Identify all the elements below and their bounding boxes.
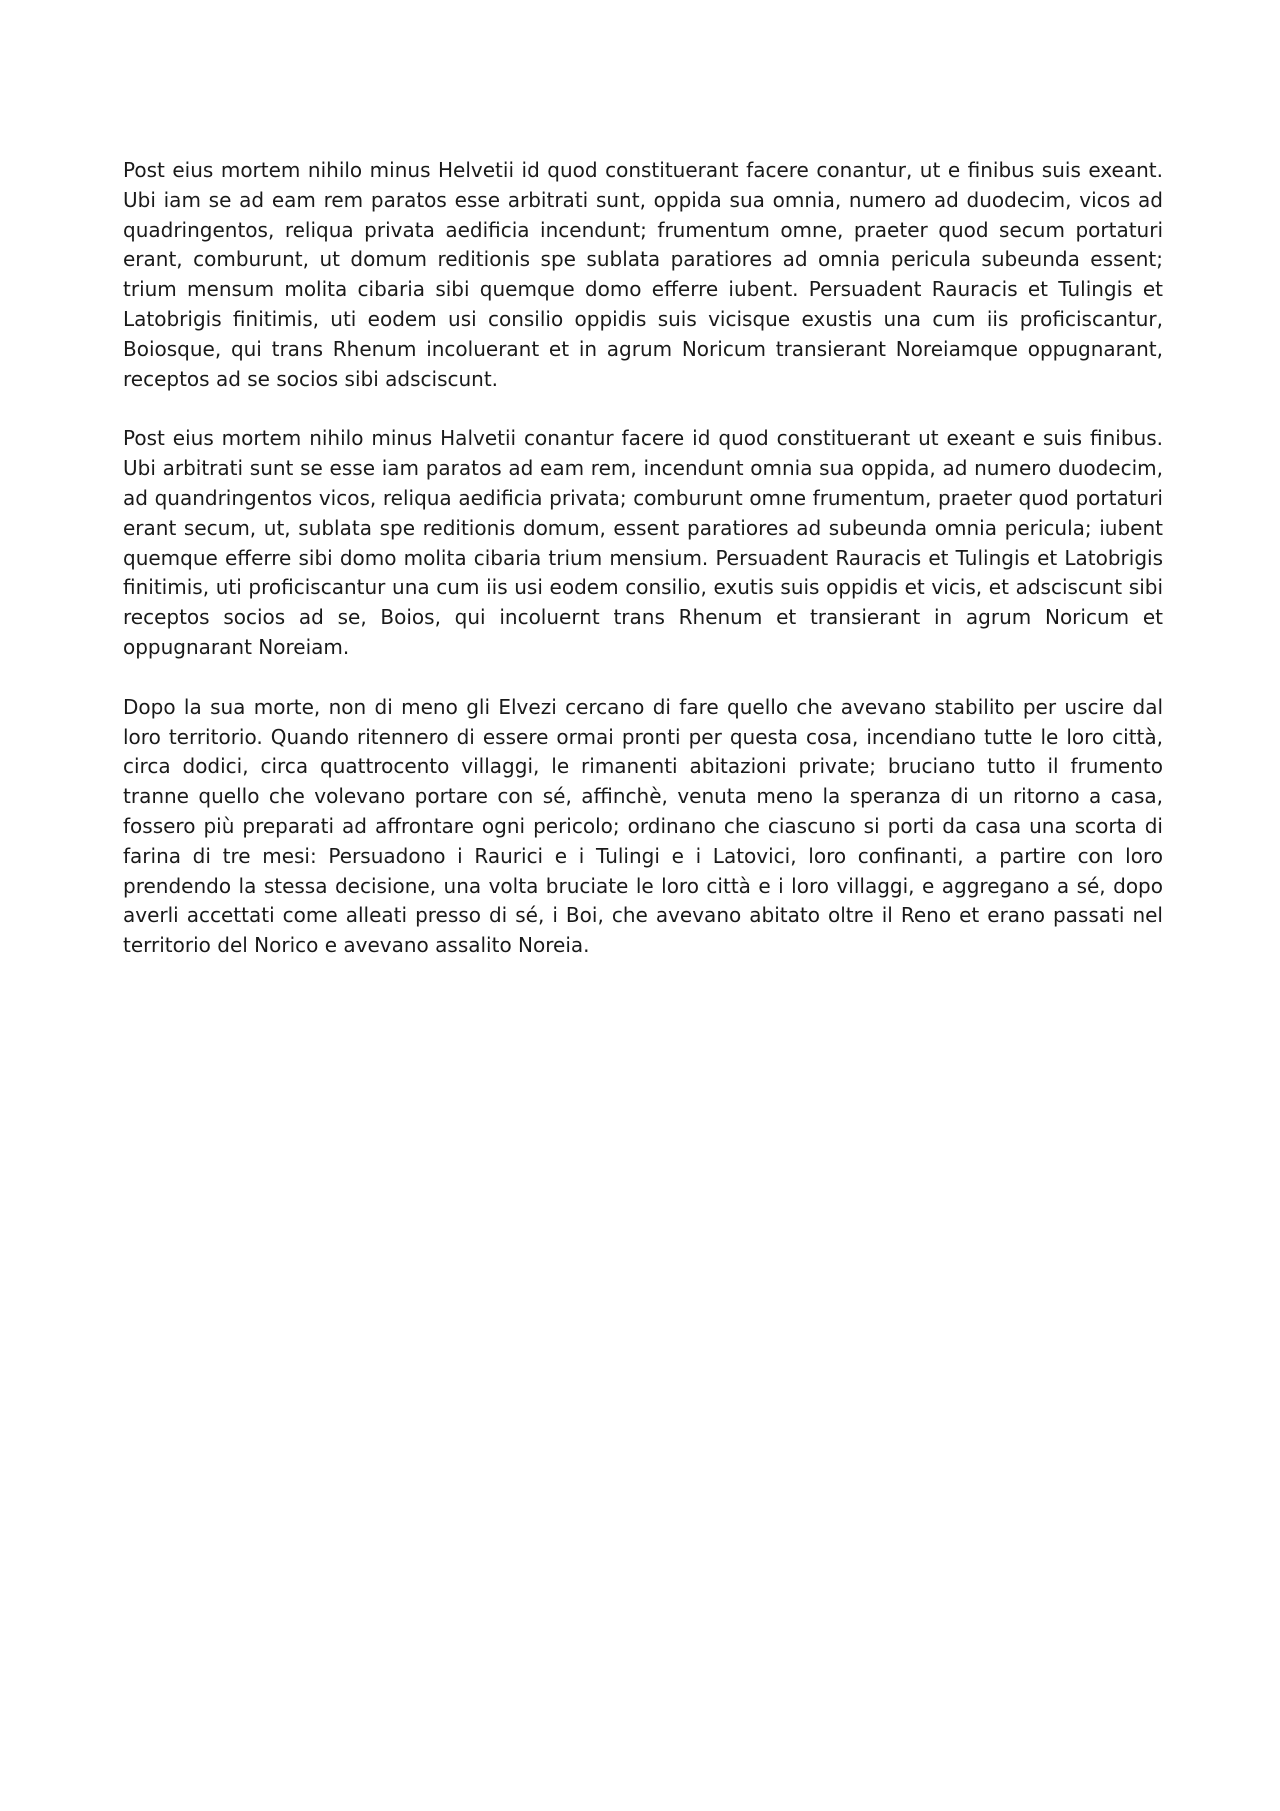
document-body — [123, 156, 1163, 991]
paragraph-latin-original: Post eius mortem nihilo minus Helvetii id quod constituerant facere conantur, ut e finibus suis exeant. Ubi iam se ad eam rem paratos esse arbitrati sunt, oppida sua omnia, numero ad duodecim, vicos ad quadringentos, reliqua privata aedificia incendunt; frumentum omne, praeter quod secum portaturi erant, comburunt, ut domum reditionis spe sublata paratiores ad omnia pericula subeunda essent; trium mensum molita cibaria sibi quemque domo efferre iubent. Persuadent Rauracis et Tulingis et Latobrigis finitimis, uti eodem usi consilio oppidis suis vicisque exustis una cum iis proficiscantur, Boiosque, qui trans Rhenum incoluerant et in agrum Noricum transierant Noreiamque oppugnarant, receptos ad se socios sibi adsciscunt. — [123, 158, 1163, 391]
paragraph-latin-reordered: Post eius mortem nihilo minus Halvetii conantur facere id quod constituerant ut exeant e suis finibus. Ubi arbitrati sunt se esse iam paratos ad eam rem, incendunt omnia sua oppida, ad numero duodecim, ad quandringentos vicos, reliqua aedificia privata; comburunt omne frumentum, praeter quod portaturi erant secum, ut, sublata spe reditionis domum, essent paratiores ad subeunda omnia pericula; iubent quemque efferre sibi domo molita cibaria trium mensium. Persuadent Rauracis et Tulingis et Latobrigis finitimis, uti proficiscantur una cum iis usi eodem consilio, exutis suis oppidis et vicis, et adsciscunt sibi receptos socios ad se, Boios, qui incoluernt trans Rhenum et transierant in agrum Noricum et oppugnarant Noreiam. — [123, 426, 1163, 659]
paragraph-italian-translation: Dopo la sua morte, non di meno gli Elvezi cercano di fare quello che avevano stabilito per uscire dal loro territorio. Quando ritennero di essere ormai pronti per questa cosa, incendiano tutte le loro città, circa dodici, circa quattrocento villaggi, le rimanenti abitazioni private; bruciano tutto il frumento tranne quello che volevano portare con sé, affinchè, venuta meno la speranza di un ritorno a casa, fossero più preparati ad affrontare ogni pericolo; ordinano che ciascuno si porti da casa una scorta di farina di tre mesi: Persuadono i Raurici e i Tulingi e i Latovici, loro confinanti, a partire con loro prendendo la stessa decisione, una volta bruciate le loro città e i loro villaggi, e aggregano a sé, dopo averli accettati come alleati presso di sé, i Boi, che avevano abitato oltre il Reno et erano passati nel territorio del Norico e avevano assalito Noreia. — [123, 694, 1163, 958]
